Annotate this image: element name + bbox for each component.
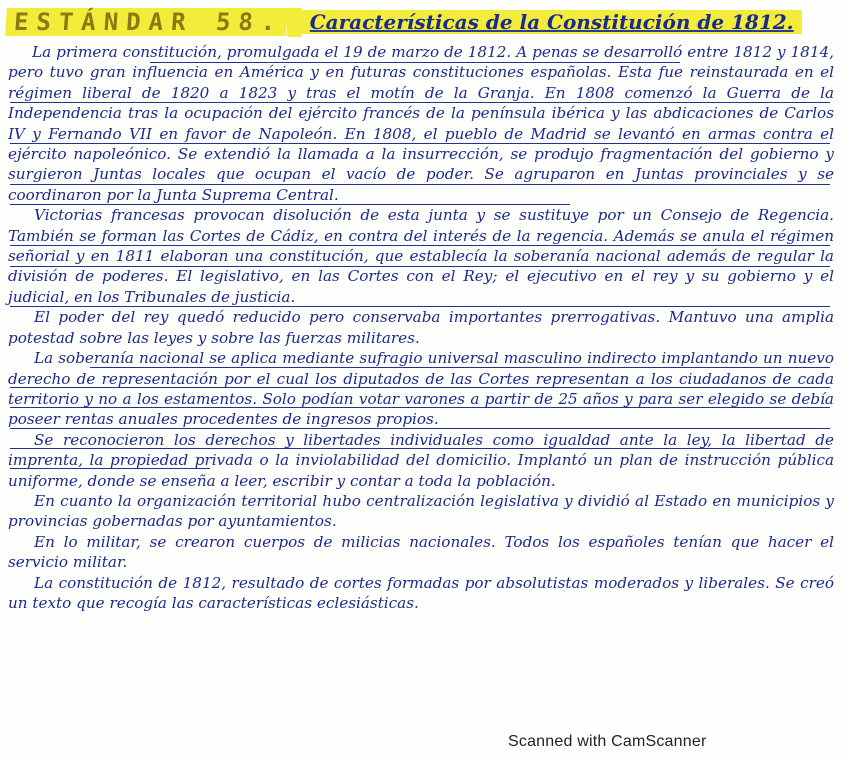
pen-underline [10,306,830,307]
pen-underline [10,245,830,246]
paragraph: El poder del rey quedó reducido pero conservaba importantes prerrogativas. Mantuvo una amplia potestad sobre las leyes y sobre las fuerzas militares. [8,308,834,347]
pen-underline [10,266,830,267]
pen-underline [10,448,830,449]
page-title: Características de la Constitución de 1812. [302,10,802,34]
pen-underline [10,468,210,469]
paragraph: La primera constitución, promulgada el 19 de marzo de 1812. A penas se desarrolló entre 1812 y 1814, pero tuvo gran influencia en América y en futuras constituciones españolas. Esta fue reinstaurada en el régimen liberal de 1820 a 1823 y tras el motín de la Granja. En 1808 comenzó la Guerra de la Independencia tras la ocupación del ejército francés de la península ibérica y las abdicaciones de Carlos IV y Fernando VII en favor de Napoleón. En 1808, el pueblo de Madrid se levantó en armas contra el ejército napoleónico. Se extendió la llamada a la insurrección, se produjo fragmentación del gobierno y surgieron Juntas locales que ocupan el vacío de poder. Se agruparon en Juntas provinciales y se coordinaron por la Junta Suprema Central. [8,43,834,204]
standard-label: ESTÁNDAR 58. [5,8,288,36]
pen-underline [10,102,830,103]
pen-underline [10,143,830,144]
pen-underline [10,407,830,408]
paragraph: La constitución de 1812, resultado de cortes formadas por absolutistas moderados y liberales. Se creó un texto que recogía las características eclesiásticas. [8,573,834,612]
paragraph: En lo militar, se crearon cuerpos de milicias nacionales. Todos los españoles tenían que hacer el servicio militar. [8,532,834,572]
pen-underline [10,184,830,185]
pen-underline [90,367,830,368]
pen-underline [10,387,830,388]
camscanner-watermark: Scanned with CamScanner [508,733,707,750]
header-separator [287,8,301,37]
paragraph: Se reconocieron los derechos y libertades individuales como igualdad ante la ley, la libertad de imprenta, la propiedad privada o la inviolabilidad del domicilio. Implantó un plan de instrucción pública uniforme, donde se enseña a leer, escribir y contar a toda la población. [8,430,834,490]
pen-underline [10,428,830,429]
paragraph: La soberanía nacional se aplica mediante sufragio universal masculino indirecto implantando un nuevo derecho de representación por el cual los diputados de las Cortes representan a los ciudadanos de cada territorio y no a los estamentos. Solo podían votar varones a partir de 25 años y para ser elegido se debía poseer rentas anuales procedentes de ingresos propios. [8,349,834,429]
paragraph: En cuanto la organización territorial hubo centralización legislativa y dividió al Estado en municipios y provincias gobernadas por ayuntamientos. [8,491,834,531]
pen-underline [10,204,570,205]
paragraph: Victorias francesas provocan disolución de esta junta y se sustituye por un Consejo de Regencia. También se forman las Cortes de Cádiz, en contra del interés de la regencia. Además se anula el régimen señorial y en 1811 elaboran una constitución, que establecía la soberanía nacional además de regular la división de poderes. El legislativo, en las Cortes con el Rey; el ejecutivo en el rey y su gobierno y el judicial, en los Tribunales de justicia. [8,206,834,306]
pen-underline [150,62,680,63]
page-header [6,6,802,38]
handwritten-text [8,42,834,613]
